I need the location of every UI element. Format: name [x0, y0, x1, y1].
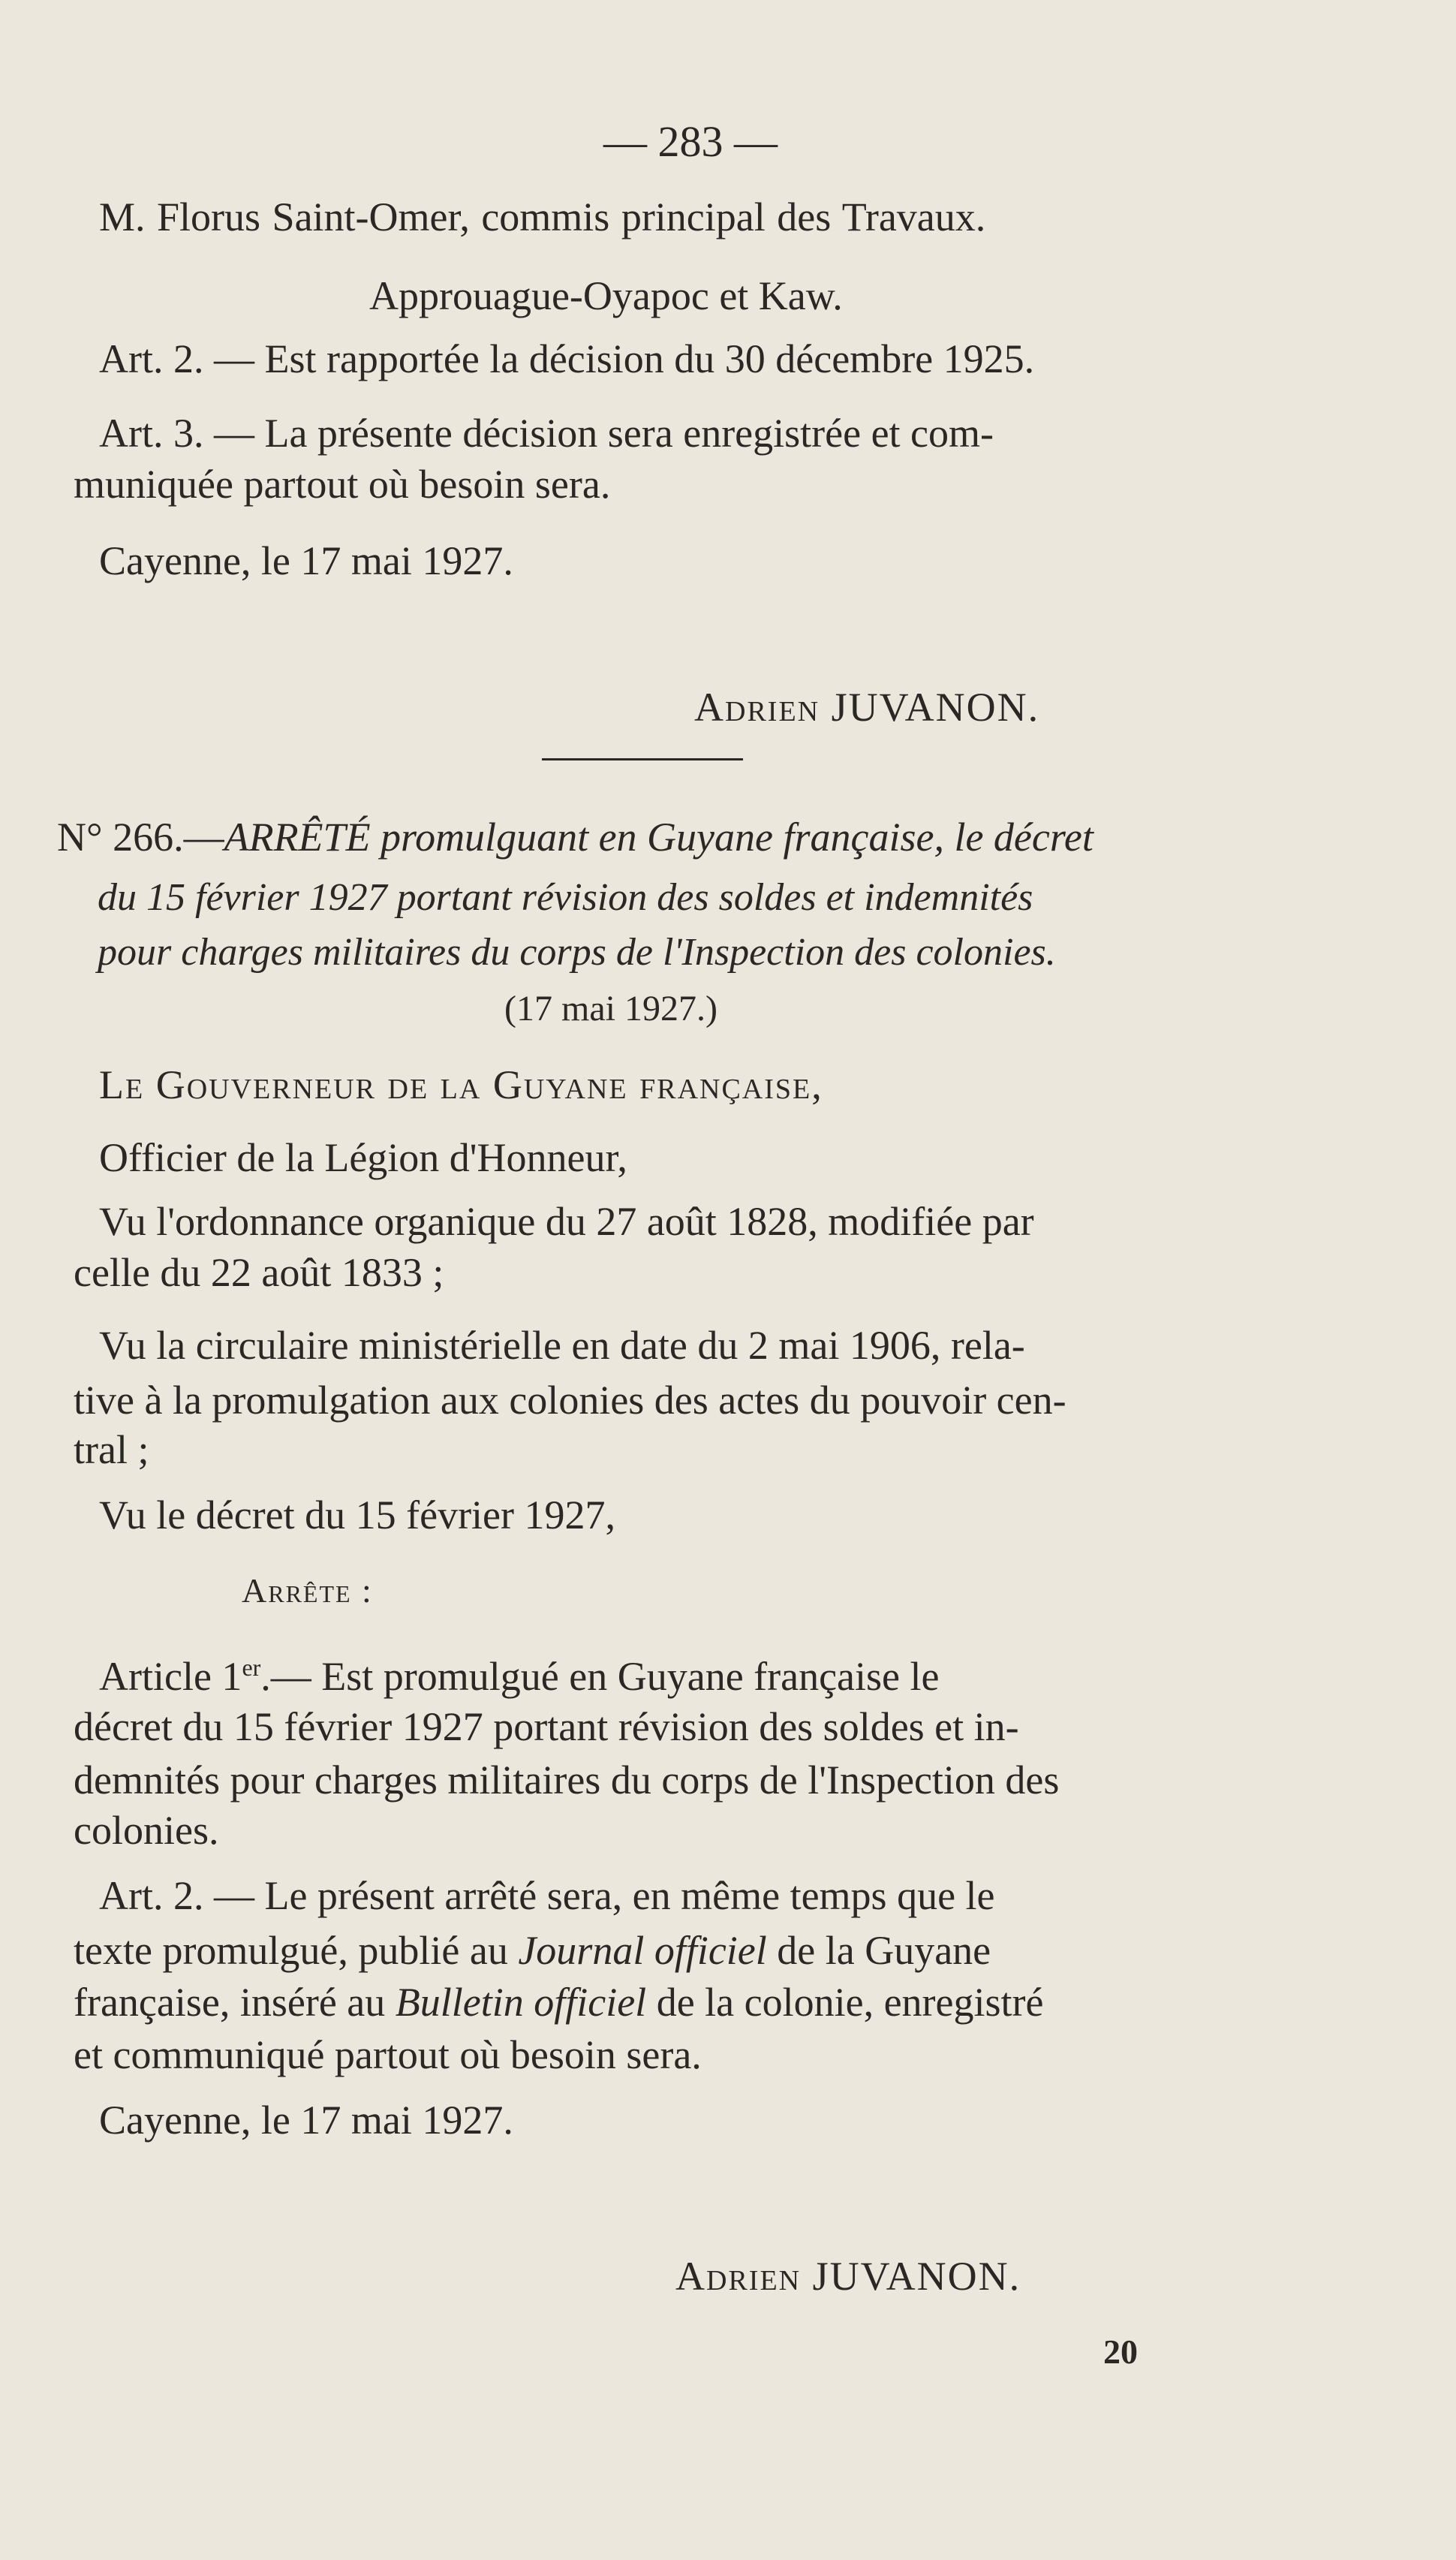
- page-number: — 283 —: [603, 117, 778, 166]
- decree-heading-line: du 15 février 1927 portant révision des soldes et indemnités: [98, 876, 1033, 919]
- text-line: Vu l'ordonnance organique du 27 août 1828, modifiée par: [99, 1199, 1034, 1244]
- decree-heading: [57, 815, 1094, 860]
- text-line: française, inséré au Bulletin officiel de la colonie, enregistré: [74, 1980, 1044, 2025]
- journal-title: Journal officiel: [518, 1928, 767, 1973]
- bulletin-title: Bulletin officiel: [395, 1980, 647, 2025]
- decree-date: (17 mai 1927.): [504, 989, 717, 1029]
- text-line: Vu la circulaire ministérielle en date du 2 mai 1906, rela-: [99, 1323, 1025, 1368]
- article-1-line: Article 1er.— Est promulgué en Guyane française le: [99, 1654, 940, 1699]
- decree-number: N° 266.—: [57, 815, 224, 860]
- signature: Adrien JUVANON.: [694, 685, 1040, 730]
- section-divider: [542, 758, 743, 760]
- text-line: décret du 15 février 1927 portant révision des soldes et in-: [74, 1704, 1019, 1749]
- text-line: Art. 2. — Le présent arrêté sera, en même temps que le: [99, 1873, 995, 1918]
- decree-title: ARRÊTÉ promulguant en Guyane française, le décret: [224, 815, 1094, 860]
- text-line: tral ;: [74, 1427, 149, 1472]
- text-line: colonies.: [74, 1808, 219, 1853]
- signature: Adrien JUVANON.: [675, 2254, 1021, 2299]
- text-line: M. Florus Saint-Omer, commis principal des Travaux.: [99, 194, 986, 239]
- decree-heading-line: pour charges militaires du corps de l'Inspection des colonies.: [98, 931, 1056, 974]
- gathering-signature-mark: 20: [1103, 2333, 1138, 2371]
- text-line: Approuague-Oyapoc et Kaw.: [369, 273, 843, 318]
- text-line: celle du 22 août 1833 ;: [74, 1250, 444, 1295]
- text-line: Art. 2. — Est rapportée la décision du 30 décembre 1925.: [99, 336, 1035, 381]
- text-line: demnités pour charges militaires du corps de l'Inspection des: [74, 1757, 1060, 1803]
- text-line: texte promulgué, publié au Journal officiel de la Guyane: [74, 1928, 991, 1973]
- date-line: Cayenne, le 17 mai 1927.: [99, 2098, 513, 2143]
- text-line: et communiqué partout où besoin sera.: [74, 2032, 702, 2077]
- text-line: muniquée partout où besoin sera.: [74, 462, 611, 507]
- arrete-label: Arrête :: [242, 1571, 373, 1610]
- text-line: Officier de la Légion d'Honneur,: [99, 1135, 627, 1180]
- text-line: tive à la promulgation aux colonies des actes du pouvoir cen-: [74, 1378, 1066, 1423]
- date-line: Cayenne, le 17 mai 1927.: [99, 538, 513, 583]
- text-line: Le Gouverneur de la Guyane française,: [99, 1062, 823, 1107]
- text-line: Art. 3. — La présente décision sera enregistrée et com-: [99, 411, 994, 456]
- text-line: Vu le décret du 15 février 1927,: [99, 1492, 615, 1538]
